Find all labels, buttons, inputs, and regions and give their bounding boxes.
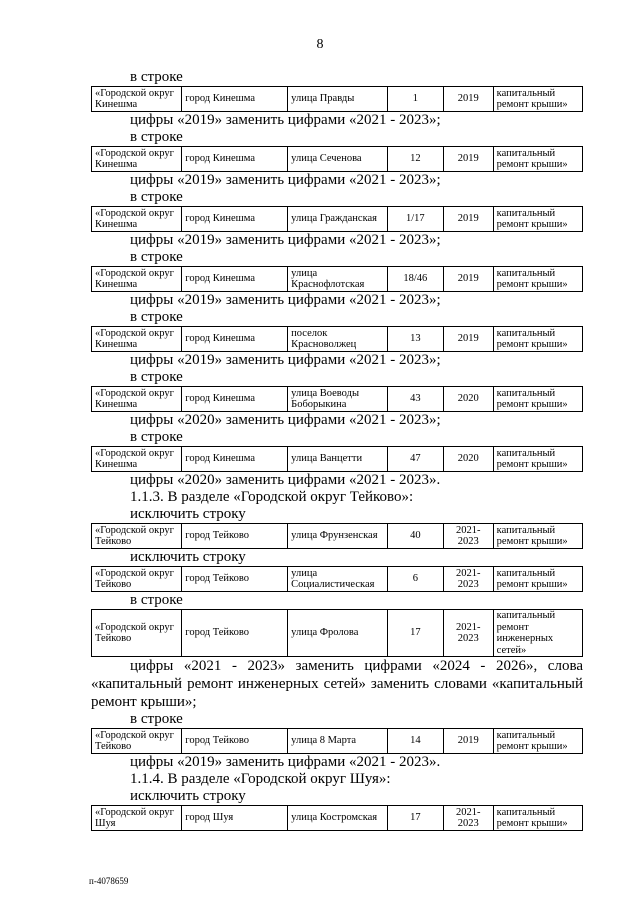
cell-house: 40 [387, 524, 443, 549]
table-row [91, 326, 583, 352]
cell-district: «Городской округ Кинешма [92, 207, 182, 232]
cell-city: город Тейково [182, 567, 288, 592]
cell-work: капитальный ремонт крыши» [493, 207, 582, 232]
cell-year: 2021-2023 [443, 806, 493, 831]
cell-city: город Тейково [182, 729, 288, 754]
replace-instruction: цифры «2019» заменить цифрами «2021 - 2023»; [130, 172, 441, 188]
cell-street: улица Социалистическая [288, 567, 388, 592]
cell-house: 17 [387, 610, 443, 657]
cell-city: город Кинешма [182, 447, 288, 472]
cell-house: 1 [387, 87, 443, 112]
replace-instruction: цифры «2019» заменить цифрами «2021 - 2023»; [130, 112, 441, 128]
cell-city: город Кинешма [182, 267, 288, 292]
in-row-phrase: в строке [130, 189, 183, 205]
table-row [91, 266, 583, 292]
cell-street: улица Ванцетти [288, 447, 388, 472]
table-row [91, 566, 583, 592]
table-row [91, 146, 583, 172]
cell-district: «Городской округ Тейково [92, 729, 182, 754]
cell-year: 2021-2023 [443, 610, 493, 657]
in-row-phrase: в строке [130, 369, 183, 385]
cell-house: 18/46 [387, 267, 443, 292]
cell-city: город Кинешма [182, 147, 288, 172]
cell-work: капитальный ремонт крыши» [493, 524, 582, 549]
cell-work: капитальный ремонт крыши» [493, 267, 582, 292]
cell-district: «Городской округ Шуя [92, 806, 182, 831]
in-row-phrase: в строке [130, 69, 183, 85]
replace-instruction: цифры «2019» заменить цифрами «2021 - 2023»; [130, 352, 441, 368]
exclude-row-phrase: исключить строку [130, 549, 246, 565]
cell-city: город Шуя [182, 806, 288, 831]
cell-city: город Кинешма [182, 207, 288, 232]
document-code: п-4078659 [89, 876, 129, 886]
page-number: 8 [316, 37, 324, 52]
cell-street: улица Правды [288, 87, 388, 112]
cell-work: капитальный ремонт крыши» [493, 327, 582, 352]
cell-work: капитальный ремонт крыши» [493, 147, 582, 172]
cell-street: улица Фрунзенская [288, 524, 388, 549]
cell-city: город Кинешма [182, 87, 288, 112]
in-row-phrase: в строке [130, 129, 183, 145]
document-body [0, 69, 640, 831]
cell-house: 1/17 [387, 207, 443, 232]
section-heading-teikovo: 1.1.3. В разделе «Городской округ Тейково»: [130, 489, 414, 505]
table-row [91, 446, 583, 472]
cell-city: город Тейково [182, 524, 288, 549]
cell-work: капитальный ремонт крыши» [493, 567, 582, 592]
cell-year: 2020 [443, 387, 493, 412]
cell-district: «Городской округ Тейково [92, 610, 182, 657]
replace-instruction: цифры «2019» заменить цифрами «2021 - 2023». [130, 754, 441, 770]
cell-district: «Городской округ Тейково [92, 567, 182, 592]
table-row [91, 386, 583, 412]
cell-work: капитальный ремонт крыши» [493, 387, 582, 412]
cell-street: улица Краснофлотская [288, 267, 388, 292]
cell-district: «Городской округ Кинешма [92, 267, 182, 292]
in-row-phrase: в строке [130, 592, 183, 608]
replace-paragraph-frolova: цифры «2021 - 2023» заменить цифрами «2024 - 2026», слова «капитальный ремонт инженерных сетей» заменить словами «капитальный ремонт крыши»; [91, 658, 583, 710]
cell-year: 2021-2023 [443, 567, 493, 592]
cell-street: улица Сеченова [288, 147, 388, 172]
section-heading-shuya: 1.1.4. В разделе «Городской округ Шуя»: [130, 771, 391, 787]
table-row [91, 609, 583, 657]
cell-district: «Городской округ Кинешма [92, 447, 182, 472]
replace-instruction: цифры «2019» заменить цифрами «2021 - 2023»; [130, 232, 441, 248]
cell-street: улица Фролова [288, 610, 388, 657]
in-row-phrase: в строке [130, 249, 183, 265]
cell-work: капитальный ремонт крыши» [493, 729, 582, 754]
cell-year: 2019 [443, 147, 493, 172]
cell-street: поселок Красноволжец [288, 327, 388, 352]
cell-house: 14 [387, 729, 443, 754]
replace-instruction: цифры «2019» заменить цифрами «2021 - 2023»; [130, 292, 441, 308]
cell-year: 2019 [443, 729, 493, 754]
cell-work: капитальный ремонт крыши» [493, 806, 582, 831]
cell-house: 47 [387, 447, 443, 472]
cell-district: «Городской округ Тейково [92, 524, 182, 549]
cell-year: 2019 [443, 267, 493, 292]
in-row-phrase: в строке [130, 309, 183, 325]
cell-house: 12 [387, 147, 443, 172]
cell-work: капитальный ремонт крыши» [493, 87, 582, 112]
cell-year: 2019 [443, 207, 493, 232]
table-row [91, 805, 583, 831]
cell-district: «Городской округ Кинешма [92, 147, 182, 172]
cell-city: город Тейково [182, 610, 288, 657]
cell-district: «Городской округ Кинешма [92, 327, 182, 352]
cell-house: 6 [387, 567, 443, 592]
cell-year: 2021-2023 [443, 524, 493, 549]
cell-work: капитальный ремонт инженерных сетей» [493, 610, 582, 657]
cell-street: улица Костромская [288, 806, 388, 831]
cell-city: город Кинешма [182, 387, 288, 412]
replace-instruction: цифры «2020» заменить цифрами «2021 - 2023»; [130, 412, 441, 428]
table-row [91, 206, 583, 232]
in-row-phrase: в строке [130, 429, 183, 445]
cell-street: улица 8 Марта [288, 729, 388, 754]
cell-district: «Городской округ Кинешма [92, 87, 182, 112]
cell-street: улица Гражданская [288, 207, 388, 232]
cell-city: город Кинешма [182, 327, 288, 352]
cell-house: 43 [387, 387, 443, 412]
cell-street: улица Воеводы Боборыкина [288, 387, 388, 412]
exclude-row-phrase: исключить строку [130, 506, 246, 522]
exclude-row-phrase: исключить строку [130, 788, 246, 804]
cell-work: капитальный ремонт крыши» [493, 447, 582, 472]
replace-instruction: цифры «2020» заменить цифрами «2021 - 2023». [130, 472, 441, 488]
cell-year: 2019 [443, 87, 493, 112]
cell-house: 13 [387, 327, 443, 352]
table-row [91, 86, 583, 112]
table-row [91, 728, 583, 754]
cell-house: 17 [387, 806, 443, 831]
cell-year: 2019 [443, 327, 493, 352]
cell-year: 2020 [443, 447, 493, 472]
in-row-phrase: в строке [130, 711, 183, 727]
table-row [91, 523, 583, 549]
cell-district: «Городской округ Кинешма [92, 387, 182, 412]
